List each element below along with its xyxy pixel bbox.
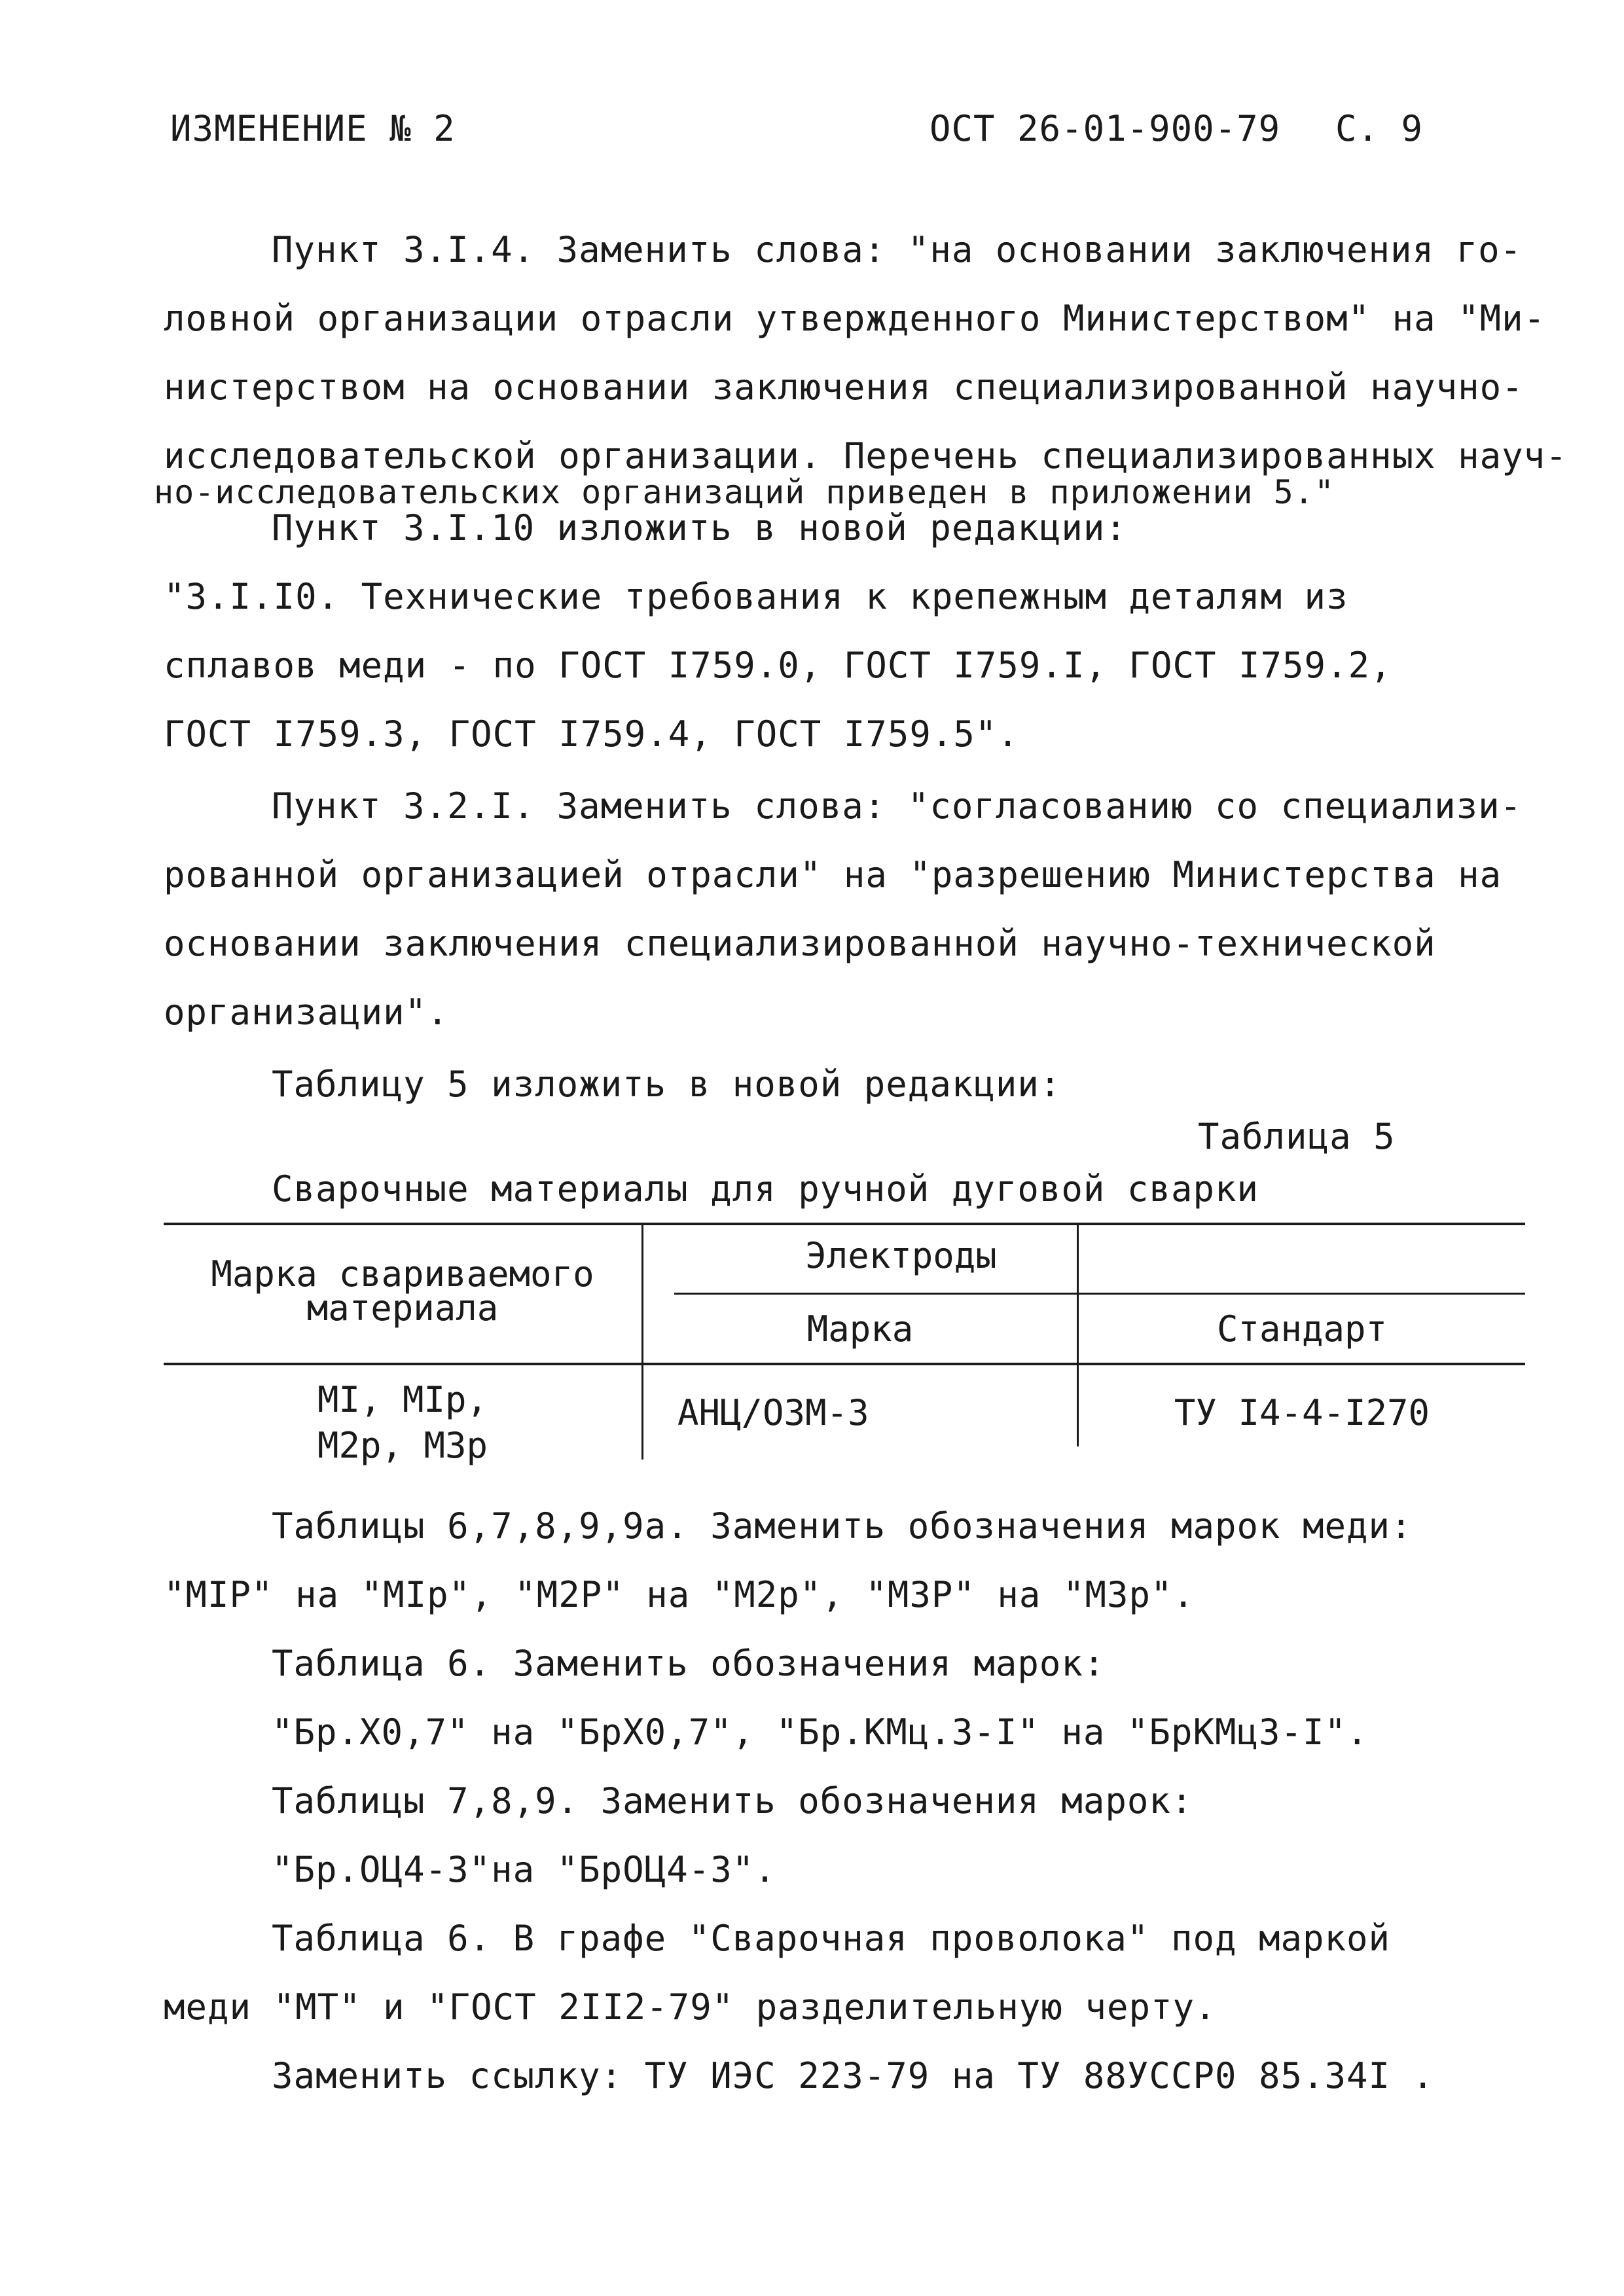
paragraph-line: основании заключения специализированной научно-технической xyxy=(164,923,1436,964)
paragraph-line: Таблицу 5 изложить в новой редакции: xyxy=(272,1064,1062,1105)
table-cell-electrode: АНЦ/ОЗМ-3 xyxy=(677,1392,869,1433)
standard-number: ОСТ 26-01-900-79 xyxy=(929,108,1281,149)
paragraph-line: "Бр.ОЦ4-3"на "БрОЦ4-3". xyxy=(272,1849,776,1890)
paragraph-line: Пункт 3.I.4. Заменить слова: "на основании заключения го- xyxy=(272,229,1523,270)
page-number: С. 9 xyxy=(1335,108,1424,149)
change-number: ИЗМЕНЕНИЕ № 2 xyxy=(170,108,456,149)
column-header-standard: Стандарт xyxy=(1216,1308,1388,1350)
paragraph-line: организации". xyxy=(164,992,449,1033)
paragraph-line: сплавов меди - по ГОСТ I759.0, ГОСТ I759.I, ГОСТ I759.2, xyxy=(164,645,1392,686)
table-caption: Сварочные материалы для ручной дуговой сварки xyxy=(272,1168,1259,1210)
table-number: Таблица 5 xyxy=(1198,1116,1396,1157)
table-cell-material: М2р, М3р xyxy=(317,1425,488,1466)
paragraph-line: Пункт 3.I.10 изложить в новой редакции: xyxy=(272,507,1127,548)
table-cell-material: МI, МIр, xyxy=(317,1379,488,1420)
paragraph-line: рованной организацией отрасли" на "разрешению Министерства на xyxy=(164,854,1502,895)
paragraph-line: "МIР" на "МIр", "М2Р" на "М2р", "М3Р" на "М3р". xyxy=(164,1574,1195,1615)
paragraph-line: Таблица 6. В графе "Сварочная проволока" под маркой xyxy=(272,1918,1391,1959)
paragraph-line: меди "МТ" и "ГОСТ 2II2-79" разделительную черту. xyxy=(164,1986,1217,2028)
column-header-material: материала xyxy=(306,1287,499,1329)
table-group-rule xyxy=(674,1293,1525,1295)
paragraph-line: Заменить ссылку: ТУ ИЭС 223-79 на ТУ 88УССР0 85.34I . xyxy=(272,2055,1435,2096)
paragraph-line: "3.I.I0. Технические требования к крепежным деталям из xyxy=(164,576,1348,617)
paragraph-line: но-исследовательских организаций приведен в приложении 5." xyxy=(154,473,1335,511)
paragraph-line: ГОСТ I759.3, ГОСТ I759.4, ГОСТ I759.5". xyxy=(164,713,1019,755)
table-header-rule xyxy=(164,1363,1525,1365)
table-cell-standard: ТУ I4-4-I270 xyxy=(1174,1392,1430,1433)
paragraph-line: исследовательской организации. Перечень специализированных науч- xyxy=(164,435,1568,476)
paragraph-line: Таблицы 6,7,8,9,9а. Заменить обозначения марок меди: xyxy=(272,1505,1413,1547)
paragraph-line: Таблицы 7,8,9. Заменить обозначения марок: xyxy=(272,1780,1193,1821)
table-top-rule xyxy=(164,1223,1525,1225)
paragraph-line: Пункт 3.2.I. Заменить слова: "согласованию со специализи- xyxy=(272,785,1523,827)
paragraph-line: "Бр.Х0,7" на "БрХ0,7", "Бр.КМц.3-I" на "БрКМц3-I". xyxy=(272,1712,1369,1753)
paragraph-line: Таблица 6. Заменить обозначения марок: xyxy=(272,1643,1106,1684)
column-group-electrodes: Электроды xyxy=(805,1235,997,1276)
paragraph-line: нистерством на основании заключения специализированной научно- xyxy=(164,367,1524,408)
paragraph-line: ловной организации отрасли утвержденного Министерством" на "Ми- xyxy=(164,298,1546,339)
column-header-grade: Марка xyxy=(806,1308,914,1350)
column-header-material: Марка свариваемого xyxy=(211,1253,594,1295)
